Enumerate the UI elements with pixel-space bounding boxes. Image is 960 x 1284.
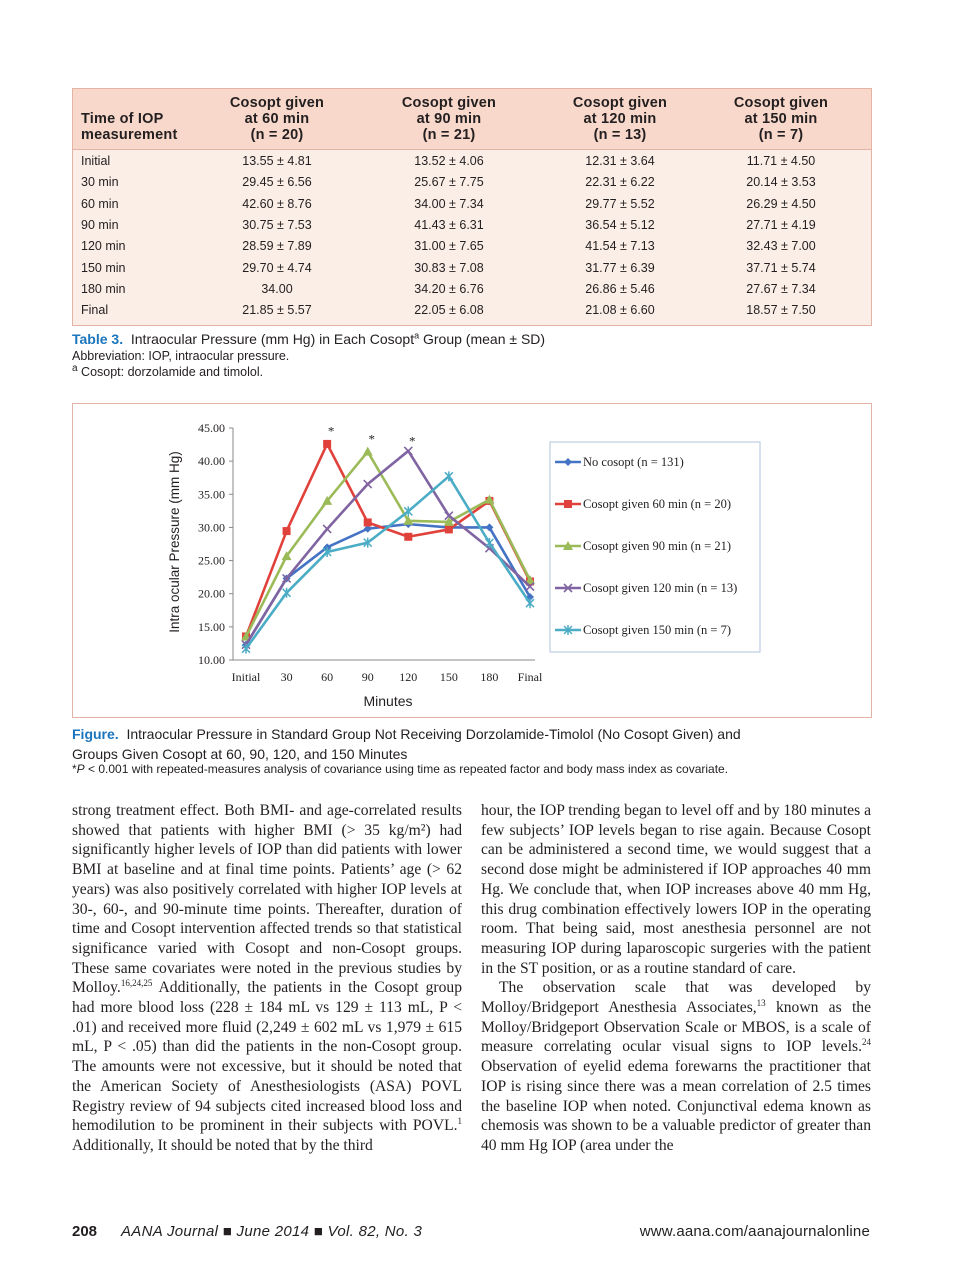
header-col-120: [545, 95, 695, 143]
y-tick-label: 35.00: [198, 487, 225, 502]
table-caption: [72, 331, 545, 347]
y-tick-label: 25.00: [198, 553, 225, 568]
series-line: [246, 524, 530, 645]
table-row: [73, 300, 871, 321]
table-caption-label: Table 3.: [72, 331, 124, 347]
table-cell: 29.77 ± 5.52: [585, 196, 655, 211]
paragraph-text: Additionally, the patients in the Cosopt group had more blood loss (228 ± 184 mL vs 129 ± 113 mL, P < .01) and received more fluid (2,249 ± 602 mL vs 1,979 ± 615 mL, P < .05) than did the patients in the non-Cosopt group. The amounts were not excessive, but it should be noted that the American Society of Anesthesiologists (ASA) POVL Registry review of 94 subjects cited increased blood loss and hemodilution to be prominent in their subjects with POVL.: [72, 979, 462, 1135]
legend-label: Cosopt given 60 min (n = 20): [583, 497, 732, 511]
x-tick-label: 60: [321, 670, 334, 684]
table-cell: 150 min: [81, 260, 126, 275]
note-p: P: [76, 762, 85, 776]
header-text: (n = 7): [758, 127, 804, 143]
table-caption-text: Intraocular Pressure (mm Hg) in Each Cosopt: [130, 331, 415, 347]
header-text: measurement: [81, 127, 178, 143]
data-point: [445, 471, 453, 481]
paragraph-text: Additionally, It should be noted that by the third: [72, 1136, 373, 1154]
table-cell: 22.05 ± 6.08: [414, 303, 484, 318]
table-cell: 11.71 ± 4.50: [746, 154, 816, 168]
body-column-left: [72, 801, 462, 1156]
x-tick-label: 150: [439, 670, 458, 684]
header-text: Cosopt given: [733, 95, 829, 111]
table-cell: 21.85 ± 5.57: [242, 303, 312, 318]
y-tick-label: 30.00: [198, 520, 225, 535]
data-point: [363, 447, 373, 456]
table-cell: Final: [81, 303, 109, 318]
reference: 24: [862, 1037, 871, 1048]
y-tick-label: 20.00: [198, 586, 225, 601]
table-cell: 29.70 ± 4.74: [242, 260, 312, 275]
figure-caption-line: Groups Given Cosopt at 60, 90, 120, and 150 Minutes: [72, 746, 408, 762]
header-text: at 150 min: [744, 111, 818, 127]
caption-sup: a: [414, 330, 420, 341]
table-cell: 13.55 ± 4.81: [242, 154, 312, 168]
table-row: [73, 279, 871, 300]
header-text: at 60 min: [244, 111, 310, 127]
header-col-90: [374, 95, 524, 143]
body-column-right: [481, 801, 871, 1156]
reference: 1: [457, 1116, 462, 1127]
data-point: [364, 518, 372, 526]
table-caption-text-2: Group (mean ± SD): [419, 331, 546, 347]
paragraph: hour, the IOP trending began to level off and by 180 minutes a few subjects’ IOP levels began to rise again. Because Cosopt can be administered a second time, we would suggest that a second dose might be administered if IOP approaches 40 mm Hg. We conclude that, when IOP increases above 40 mm Hg, this drug combination effectively lowers IOP in the operating room. That being said, most anesthesia personnel are not measuring IOP during laparoscopic surgeries with the patient in the ST position, or as a routine standard of care.: [481, 802, 871, 977]
data-point: [323, 440, 331, 448]
data-point: [364, 480, 372, 488]
iop-table: [72, 88, 872, 326]
table-cell: 30.75 ± 7.53: [242, 217, 312, 232]
y-tick-label: 15.00: [198, 619, 225, 634]
x-tick-label: Final: [517, 670, 543, 684]
table-cell: 30 min: [81, 175, 119, 190]
table-cell: 18.57 ± 7.50: [746, 303, 816, 318]
header-col-150: [706, 95, 856, 143]
x-tick-label: 30: [280, 670, 293, 684]
legend-label: Cosopt given 120 min (n = 13): [583, 581, 738, 595]
y-tick-label: 40.00: [198, 454, 225, 469]
data-point: [485, 538, 493, 548]
data-point: [242, 644, 250, 654]
table-cell: 36.54 ± 5.12: [585, 217, 655, 232]
table-cell: 41.54 ± 7.13: [585, 239, 655, 254]
journal-info: AANA Journal ■ June 2014 ■ Vol. 82, No. 3: [121, 1223, 423, 1240]
table-cell: 28.59 ± 7.89: [242, 239, 312, 254]
table-cell: 32.43 ± 7.00: [746, 239, 816, 254]
table-cell: 41.43 ± 6.31: [414, 217, 484, 232]
table-cell: 180 min: [81, 281, 126, 296]
table-cell: 37.71 ± 5.74: [746, 260, 816, 275]
header-text: Cosopt given: [229, 95, 325, 111]
series-2: [242, 440, 534, 641]
reference: 16,24,25: [120, 978, 153, 989]
figure-caption-line: Intraocular Pressure in Standard Group Not Receiving Dorzolamide-Timolol (No Cosopt Given) and: [126, 726, 741, 742]
header-text: (n = 13): [593, 127, 647, 143]
table-cell: 34.20 ± 6.76: [414, 281, 484, 296]
table-cell: Initial: [81, 154, 111, 168]
header-text: Cosopt given: [401, 95, 497, 111]
table-cell: 60 min: [81, 196, 119, 211]
data-point: [323, 525, 331, 533]
paragraph-text: strong treatment effect. Both BMI- and age-correlated results showed that patients with higher BMI (> 35 kg/m²) had significantly higher levels of IOP than did patients with lower BMI at baseline and at final time points. Patients’ age (> 62 years) was also positively correlated with higher IOP levels at 30-, 60-, and 90-minute time points. Thereafter, duration of time and Cosopt intervention affected trends so that statistical significance varied with Cosopt and non-Cosopt groups. These same covariates were noted in the previous studies by Molloy.: [72, 802, 462, 997]
figure-caption: [72, 724, 741, 764]
table-cell: 34.00 ± 7.34: [414, 196, 484, 211]
data-point: [404, 533, 412, 541]
header-text: at 120 min: [583, 111, 657, 127]
x-tick-label: Initial: [231, 670, 261, 684]
reference: 13: [756, 997, 766, 1008]
table-cell: 26.86 ± 5.46: [585, 281, 655, 296]
figure-note: [72, 762, 728, 776]
note-text: < 0.001 with repeated-measures analysis of covariance using time as repeated factor and body mass index as covariate.: [84, 762, 729, 776]
header-text: (n = 21): [422, 127, 476, 143]
series-line: [246, 451, 530, 645]
series-1: [242, 520, 534, 649]
table-cell: 27.67 ± 7.34: [746, 281, 816, 296]
table-row: [73, 258, 871, 279]
table-cell: 31.77 ± 6.39: [585, 260, 655, 275]
table-cell: 26.29 ± 4.50: [746, 196, 816, 211]
data-point: [404, 506, 412, 516]
table-row: [73, 151, 871, 172]
table-cell: 42.60 ± 8.76: [242, 196, 312, 211]
header-time: [81, 111, 178, 143]
table-cell: 25.67 ± 7.75: [414, 175, 484, 190]
header-col-60: [202, 95, 352, 143]
page-number: 208: [72, 1223, 98, 1240]
legend-label: Cosopt given 150 min (n = 7): [583, 623, 732, 637]
table-cell: 20.14 ± 3.53: [746, 175, 816, 190]
table-cell: 22.31 ± 6.22: [585, 175, 655, 190]
paragraph-text: Observation of eyelid edema forewarns the practitioner that IOP is rising since there was a mean correlation of 2.5 times the baseline IOP when noted. Conjunctival edema known as chemosis was shown to be a valuable predictor of greater than 40 mm Hg IOP (area under the: [481, 1058, 871, 1154]
table-header: [73, 89, 871, 150]
table-cell: 12.31 ± 3.64: [585, 154, 655, 168]
journal-url: www.aana.com/aanajournalonline: [639, 1223, 870, 1240]
figure-caption-label: Figure.: [72, 726, 119, 742]
data-point: [283, 588, 291, 598]
table-footnote: [72, 362, 264, 379]
paragraph-text: The observation scale that was developed by Molloy/Bridgeport Anesthesia Associates,: [481, 979, 871, 1017]
paragraph: [481, 978, 871, 1155]
table-cell: 90 min: [81, 217, 119, 232]
legend-label: Cosopt given 90 min (n = 21): [583, 539, 732, 553]
table-cell: 120 min: [81, 239, 126, 254]
y-tick-label: 10.00: [198, 653, 225, 667]
x-tick-label: 120: [399, 670, 418, 684]
data-point: [526, 598, 534, 608]
significance-asterisk: *: [368, 431, 375, 447]
table-abbreviation: Abbreviation: IOP, intraocular pressure.: [72, 349, 290, 363]
paragraph: [72, 801, 462, 1156]
series-4: [242, 447, 534, 649]
header-text: Cosopt given: [572, 95, 668, 111]
y-tick-label: 45.00: [198, 421, 225, 435]
note-asterisk: *: [72, 762, 77, 776]
table-cell: 29.45 ± 6.56: [242, 175, 312, 190]
table-cell: 27.71 ± 4.19: [746, 217, 816, 232]
table-cell: 34.00: [261, 281, 293, 296]
table-row: [73, 236, 871, 257]
x-axis-label: Minutes: [363, 693, 413, 709]
significance-asterisk: *: [409, 433, 416, 449]
header-text: Time of IOP: [81, 111, 164, 127]
y-axis-label: Intra ocular Pressure (mm Hg): [167, 451, 182, 633]
legend-label: No cosopt (n = 131): [583, 455, 684, 469]
x-tick-label: 90: [361, 670, 374, 684]
table-cell: 21.08 ± 6.60: [585, 303, 655, 318]
figure-box: [72, 403, 872, 718]
paragraph-text: known as the Molloy/Bridgeport Observation Scale or MBOS, is a scale of measure correlating ocular visual signs to IOP levels.: [481, 999, 872, 1056]
x-tick-label: 180: [480, 670, 499, 684]
data-point: [445, 525, 453, 533]
significance-asterisk: *: [327, 423, 335, 439]
data-point: [564, 500, 572, 508]
table-row: [73, 215, 871, 236]
header-text: at 90 min: [416, 111, 482, 127]
table-row: [73, 194, 871, 215]
iop-line-chart: [73, 404, 871, 717]
footnote-text: Cosopt: dorzolamide and timolol.: [77, 365, 264, 379]
table-cell: 31.00 ± 7.65: [414, 239, 484, 254]
footnote-sup: a: [72, 362, 78, 374]
table-cell: 13.52 ± 4.06: [414, 154, 484, 168]
table-row: [73, 172, 871, 193]
table-cell: 30.83 ± 7.08: [414, 260, 484, 275]
data-point: [283, 527, 291, 535]
header-text: (n = 20): [250, 127, 304, 143]
